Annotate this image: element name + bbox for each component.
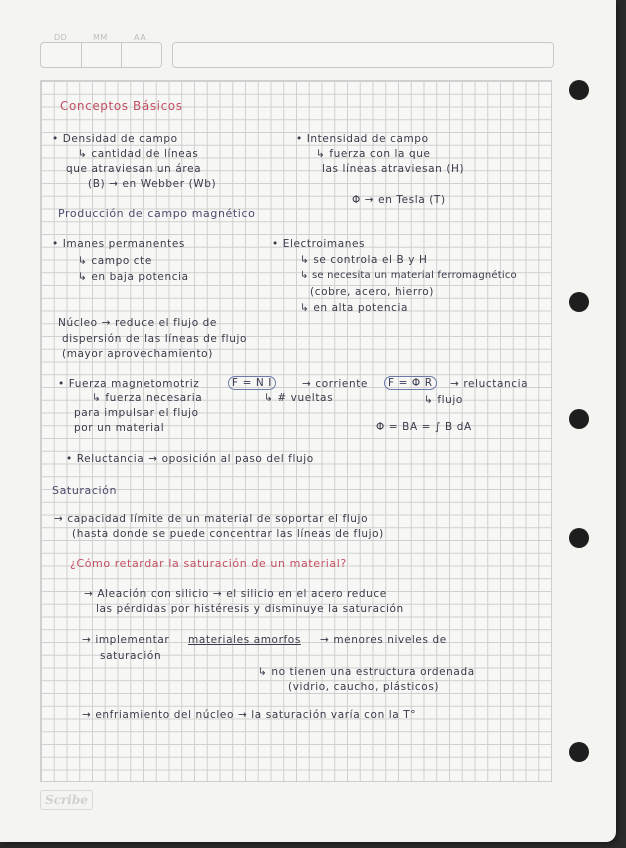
retardar-line-1: → Aleación con silicio → el silicio en el acero reduce bbox=[84, 588, 387, 600]
reluctancia-definition: • Reluctancia → oposición al paso del flujo bbox=[66, 453, 314, 465]
electro-line-2: ↳ se necesita un material ferromagnético bbox=[300, 270, 517, 281]
fmm-line-1: ↳ fuerza necesaria bbox=[92, 392, 203, 404]
fmm-line-2: para impulsar el flujo bbox=[74, 407, 199, 419]
date-label-dd: DD bbox=[54, 33, 68, 42]
densidad-line-1: ↳ cantidad de líneas bbox=[78, 148, 199, 160]
saturacion-line-2: (hasta donde se puede concentrar las líneas de flujo) bbox=[72, 528, 384, 540]
fmm-line-3: por un material bbox=[74, 422, 165, 434]
retardar-line-3c: → menores niveles de bbox=[320, 634, 447, 646]
electro-line-3: (cobre, acero, hierro) bbox=[310, 286, 435, 298]
densidad-line-2: que atraviesan un área bbox=[66, 163, 202, 175]
retardar-heading: ¿Cómo retardar la saturación de un material? bbox=[70, 557, 347, 570]
produccion-heading: Producción de campo magnético bbox=[58, 207, 256, 220]
retardar-line-5: ↳ no tienen una estructura ordenada bbox=[258, 666, 475, 678]
title-conceptos: Conceptos Básicos bbox=[60, 99, 183, 113]
saturacion-heading: Saturación bbox=[52, 484, 118, 497]
binder-hole-icon bbox=[569, 528, 589, 548]
scribe-logo: Scribe bbox=[40, 790, 93, 810]
binder-hole-icon bbox=[569, 292, 589, 312]
fmm-formula-text: F = N I bbox=[228, 376, 276, 390]
intensidad-heading: • Intensidad de campo bbox=[296, 133, 429, 145]
intensidad-line-3: Φ → en Tesla (T) bbox=[352, 194, 446, 206]
binder-hole-icon bbox=[569, 409, 589, 429]
fmm-corriente: → corriente bbox=[302, 378, 368, 390]
imanes-heading: • Imanes permanentes bbox=[52, 238, 185, 250]
binder-hole-icon bbox=[569, 742, 589, 762]
date-field bbox=[40, 42, 162, 68]
retardar-line-7: → enfriamiento del núcleo → la saturación varía con la T° bbox=[82, 709, 417, 721]
electro-line-1: ↳ se controla el B y H bbox=[300, 254, 428, 266]
intensidad-line-2: las líneas atraviesan (H) bbox=[322, 163, 465, 175]
saturacion-line-1: → capacidad límite de un material de soportar el flujo bbox=[54, 513, 369, 525]
nucleo-line-2: dispersión de las líneas de flujo bbox=[62, 333, 247, 345]
retardar-line-3b: materiales amorfos bbox=[188, 634, 301, 646]
title-field bbox=[172, 42, 554, 68]
flujo-label: ↳ flujo bbox=[424, 394, 463, 406]
reluctancia-formula bbox=[384, 376, 437, 390]
reluctancia-formula-text: F = Φ R bbox=[384, 376, 437, 390]
imanes-line-2: ↳ en baja potencia bbox=[78, 271, 189, 283]
retardar-line-2: las pérdidas por histéresis y disminuye la saturación bbox=[96, 603, 404, 615]
electro-heading: • Electroimanes bbox=[272, 238, 366, 250]
fmm-heading: • Fuerza magnetomotriz bbox=[58, 378, 200, 390]
date-label-mm: MM bbox=[93, 33, 108, 42]
flux-formula: Φ = BA = ∫ B dA bbox=[376, 421, 472, 433]
densidad-heading: • Densidad de campo bbox=[52, 133, 178, 145]
retardar-line-6: (vidrio, caucho, plásticos) bbox=[288, 681, 440, 693]
reluctancia-label: → reluctancia bbox=[450, 378, 529, 390]
fmm-formula bbox=[228, 376, 276, 390]
imanes-line-1: ↳ campo cte bbox=[78, 255, 152, 267]
binder-hole-icon bbox=[569, 80, 589, 100]
date-label-aa: AA bbox=[134, 33, 147, 42]
nucleo-line-3: (mayor aprovechamiento) bbox=[62, 348, 213, 360]
densidad-line-3: (B) → en Webber (Wb) bbox=[88, 178, 217, 190]
fmm-vueltas: ↳ # vueltas bbox=[264, 392, 334, 404]
electro-line-4: ↳ en alta potencia bbox=[300, 302, 409, 314]
retardar-line-3a: → implementar bbox=[82, 634, 170, 646]
retardar-line-4: saturación bbox=[100, 650, 162, 662]
nucleo-line-1: Núcleo → reduce el flujo de bbox=[58, 317, 217, 329]
intensidad-line-1: ↳ fuerza con la que bbox=[316, 148, 431, 160]
